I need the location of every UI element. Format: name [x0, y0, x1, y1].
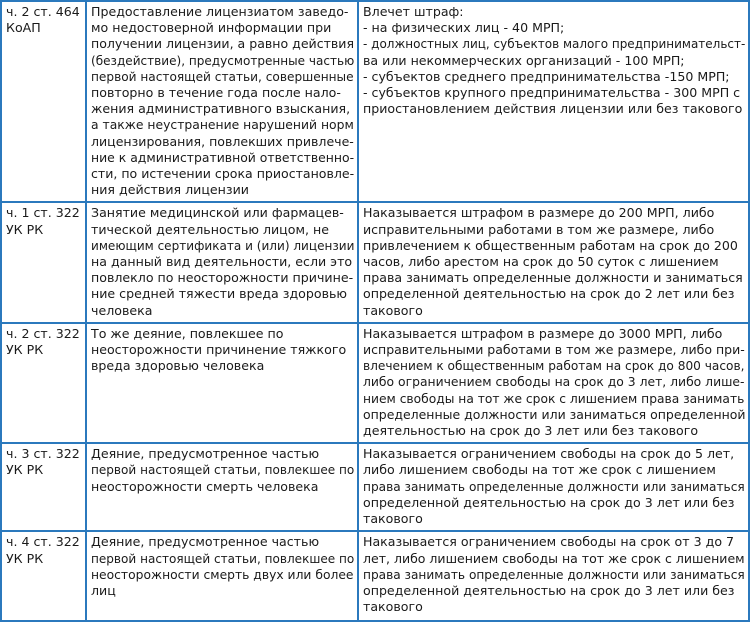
offense-line: лиц — [91, 582, 116, 598]
penalty-line: - должностных лиц, субъектов малого предпринимательст- — [363, 37, 746, 52]
penalty-line: определенные должности или заниматься определенной — [363, 406, 746, 422]
legal-reference-cell — [1, 202, 86, 322]
offense-cell — [86, 323, 358, 443]
offense-line: повлекло по неосторожности причине- — [91, 270, 354, 286]
offense-line: ния действия лицензии — [91, 182, 249, 198]
offense-cell — [86, 443, 358, 531]
offense-line: получении лицензии, а равно действия — [91, 36, 354, 52]
table-row — [1, 202, 749, 322]
offense-line: То же деяние, повлекшее по — [91, 325, 284, 341]
penalty-line: такового — [363, 302, 423, 318]
offense-line: имеющим сертификата и (или) лицензии — [91, 238, 355, 253]
offense-line: а также неустранение нарушений норм — [91, 118, 354, 133]
ref-line: ч. 4 ст. 322 — [6, 534, 80, 550]
penalty-line: - на физических лиц - 40 МРП; — [363, 20, 565, 36]
offense-line: человека — [91, 302, 153, 318]
penalty-line: права занимать определенные должности или заниматься — [363, 479, 745, 494]
penalty-line: ва или некоммерческих организаций - 100 МРП; — [363, 52, 685, 68]
penalty-line: Влечет штраф: — [363, 4, 464, 19]
offense-line: первой настоящей статьи, повлекшее по — [91, 551, 355, 566]
ref-line: ч. 2 ст. 464 — [6, 4, 80, 19]
penalty-table-body — [1, 1, 749, 621]
offense-line: неосторожности смерть двух или более — [91, 567, 354, 582]
offense-line: ние к административной ответственно- — [91, 149, 355, 165]
penalty-line: права занимать определенные должности и заниматься — [363, 270, 743, 286]
offense-line: Занятие медицинской или фармацев- — [91, 205, 344, 221]
offense-cell — [86, 531, 358, 621]
legal-reference-cell — [1, 1, 86, 202]
penalty-line: либо лишением свободы на тот же срок с лишением — [363, 462, 716, 478]
offense-line: повторно в течение года после нало- — [91, 85, 341, 101]
offense-line: (бездействие), предусмотренные частью — [91, 53, 355, 68]
offense-line: первой настоящей статьи, совершенные — [91, 69, 354, 84]
penalty-cell — [358, 443, 749, 531]
legal-reference-cell — [1, 531, 86, 621]
offense-line: Предоставление лицензиатом заведо- — [91, 4, 349, 19]
ref-line: ч. 1 ст. 322 — [6, 205, 80, 221]
penalty-line: Наказывается ограничением свободы на срок от 3 до 7 — [363, 534, 735, 550]
ref-line: УК РК — [6, 342, 44, 358]
offense-cell — [86, 202, 358, 322]
ref-line: КоАП — [6, 20, 41, 36]
penalty-line: такового — [363, 511, 423, 527]
penalty-line: - субъектов среднего предпринимательства -150 МРП; — [363, 68, 730, 84]
penalty-cell — [358, 202, 749, 322]
penalty-line: определенной деятельностью на срок до 3 лет или без — [363, 582, 735, 598]
penalty-line: нием свободы на тот же срок с лишением права занимать — [363, 391, 745, 406]
penalty-cell — [358, 531, 749, 621]
ref-line: УК РК — [6, 462, 44, 478]
offense-cell — [86, 1, 358, 202]
offense-line: жения административного взыскания, — [91, 101, 351, 117]
ref-line: ч. 2 ст. 322 — [6, 325, 80, 341]
offense-line: мо недостоверной информации при — [91, 20, 332, 36]
penalty-line: исправительными работами в том же размере, либо при- — [363, 342, 745, 358]
penalty-line: лет, либо лишением свободы на тот же срок с лишением — [363, 550, 745, 566]
table-row — [1, 443, 749, 531]
table-row — [1, 323, 749, 443]
penalty-line: привлечением к общественным работам на срок до 200 — [363, 237, 738, 253]
offense-line: сти, по истечении срока приостановле- — [91, 166, 355, 182]
penalty-line: такового — [363, 599, 423, 615]
ref-line: УК РК — [6, 221, 44, 237]
penalty-line: либо ограничением свободы на срок до 3 лет, либо лише- — [363, 375, 745, 390]
penalty-line: влечением к общественным работам на срок до 800 часов, — [363, 359, 745, 374]
ref-line: УК РК — [6, 550, 44, 566]
penalty-line: часов, либо арестом на срок до 50 суток с лишением — [363, 254, 719, 270]
offense-line: лицензирования, повлекших привлече- — [91, 133, 354, 149]
penalty-line: Наказывается штрафом в размере до 200 МРП, либо — [363, 205, 715, 221]
penalty-line: определенной деятельностью на срок до 3 лет или без — [363, 494, 735, 510]
offense-line: неосторожности смерть человека — [91, 478, 319, 494]
offense-line: тической деятельностью лицом, не — [91, 221, 329, 237]
legal-reference-cell — [1, 323, 86, 443]
offense-line: вреда здоровью человека — [91, 358, 265, 374]
penalty-line: исправительными работами в том же размере, либо — [363, 221, 715, 237]
ref-line: ч. 3 ст. 322 — [6, 446, 80, 462]
penalty-line: деятельностью на срок до 3 лет или без такового — [363, 423, 699, 439]
offense-line: ние средней тяжести вреда здоровью — [91, 286, 348, 302]
penalty-line: приостановлением действия лицензии или без такового — [363, 101, 743, 117]
offense-line: на данный вид деятельности, если это — [91, 254, 353, 270]
table-row — [1, 1, 749, 202]
penalty-line: Наказывается штрафом в размере до 3000 МРП, либо — [363, 325, 723, 341]
table-row — [1, 531, 749, 621]
penalty-line: - субъектов крупного предпринимательства - 300 МРП с — [363, 85, 741, 101]
legal-reference-cell — [1, 443, 86, 531]
penalty-line: права занимать определенные должности или заниматься — [363, 567, 745, 582]
offense-line: первой настоящей статьи, повлекшее по — [91, 463, 355, 478]
penalty-line: Наказывается ограничением свободы на срок до 5 лет, — [363, 446, 735, 462]
penalty-cell — [358, 323, 749, 443]
offense-line: неосторожности причинение тяжкого — [91, 342, 347, 358]
offense-line: Деяние, предусмотренное частью — [91, 446, 320, 462]
offense-line: Деяние, предусмотренное частью — [91, 534, 320, 550]
penalty-cell — [358, 1, 749, 202]
penalty-line: определенной деятельностью на срок до 2 лет или без — [363, 286, 735, 302]
